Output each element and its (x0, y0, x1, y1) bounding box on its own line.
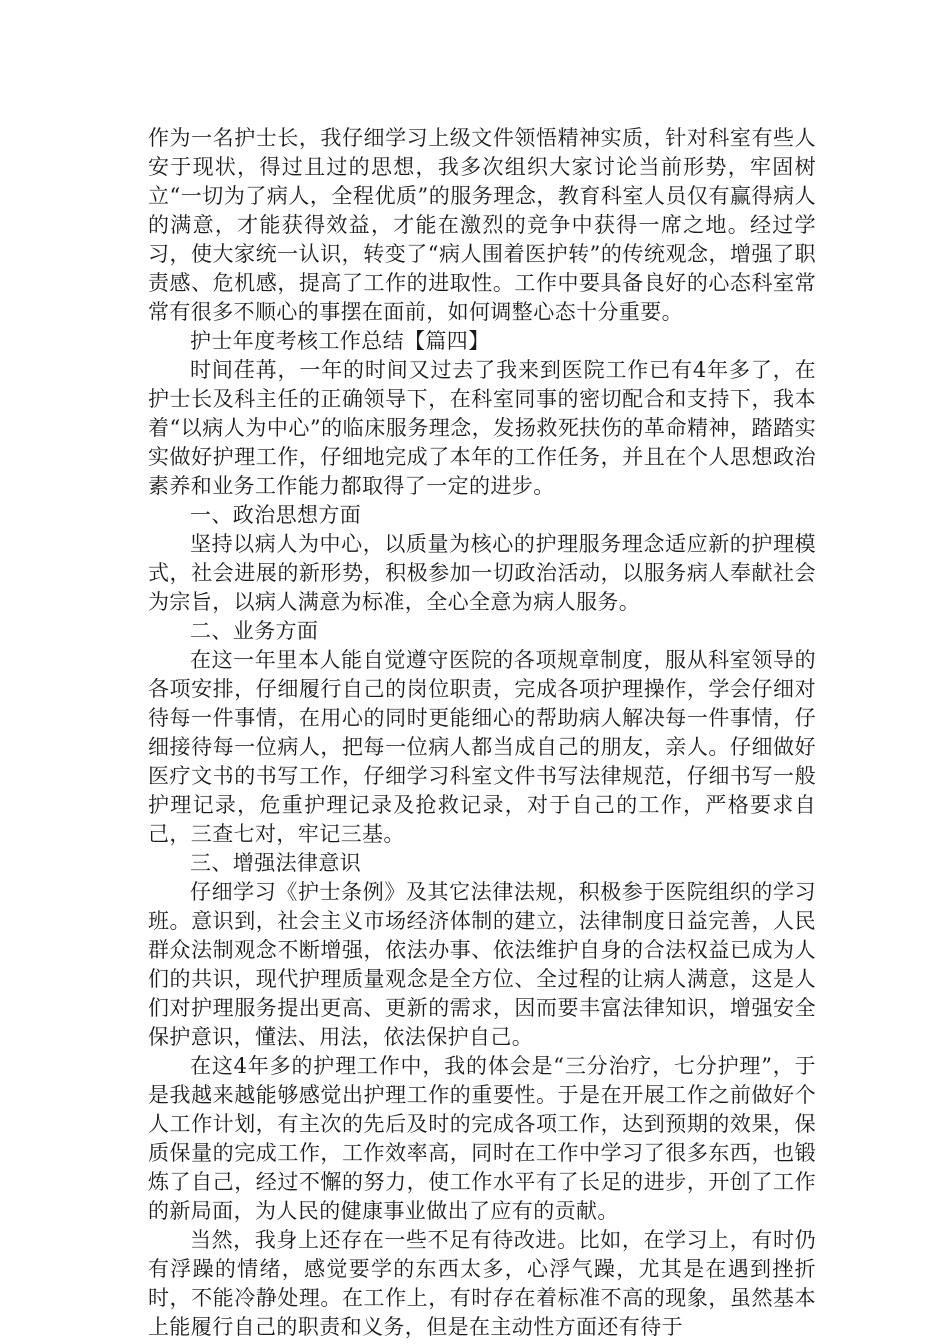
section-heading-part-four: 护士年度考核工作总结【篇四】 (190, 329, 490, 353)
heading-political-thought: 一、政治思想方面 (190, 503, 362, 527)
paragraph-shortcomings: 当然，我身上还存在一些不足有待改进。比如，在学习上，有时仍有浮躁的情绪，感觉要学的东西太多，心浮气躁，尤其是在遇到挫折时，不能冷静处理。在工作上，有时存在着标准不高的现象，虽然基本上能履行自己的职责和义务，但是在主动性方面还有待于 (148, 1228, 816, 1339)
paragraph-opening: 时间荏苒，一年的时间又过去了我来到医院工作已有4年多了，在护士长及科主任的正确领导下，在科室同事的密切配合和支持下，我本着“以病人为中心”的临床服务理念，发扬救死扶伤的革命精神，踏踏实实做好护理工作，仔细地完成了本年的工作任务，并且在个人思想政治素养和业务工作能力都取得了一定的进步。 (148, 358, 816, 498)
paragraph-legal-awareness: 仔细学习《护士条例》及其它法律法规，积极参于医院组织的学习班。意识到，社会主义市场经济体制的建立，法律制度日益完善，人民群众法制观念不断增强，依法办事、依法维护自身的合法权益已成为人们的共识，现代护理质量观念是全方位、全过程的让病人满意，这是人们对护理服务提出更高、更新的需求，因而要丰富法律知识，增强安全保护意识，懂法、用法，依法保护自己。 (148, 880, 816, 1049)
heading-business: 二、业务方面 (190, 619, 319, 643)
heading-legal-awareness: 三、增强法律意识 (190, 851, 362, 875)
paragraph-intro-continued: 作为一名护士长，我仔细学习上级文件领悟精神实质，针对科室有些人安于现状，得过且过的思想，我多次组织大家讨论当前形势，牢固树立“一切为了病人，全程优质”的服务理念，教育科室人员仅有赢得病人的满意，才能获得效益，才能在激烈的竞争中获得一席之地。经过学习，使大家统一认识，转变了“病人围着医护转”的传统观念，增强了职责感、危机感，提高了工作的进取性。工作中要具备良好的心态科室常常有很多不顺心的事摆在面前，如何调整心态十分重要。 (148, 126, 816, 324)
paragraph-business: 在这一年里本人能自觉遵守医院的各项规章制度，服从科室领导的各项安排，仔细履行自己的岗位职责，完成各项护理操作，学会仔细对待每一件事情，在用心的同时更能细心的帮助病人解决每一件事情，仔细接待每一位病人，把每一位病人都当成自己的朋友，亲人。仔细做好医疗文书的书写工作，仔细学习科室文件书写法律规范，仔细书写一般护理记录，危重护理记录及抢救记录，对于自己的工作，严格要求自己，三查七对，牢记三基。 (148, 648, 816, 846)
paragraph-experience: 在这4年多的护理工作中，我的体会是“三分治疗，七分护理”，于是我越来越能够感觉出护理工作的重要性。于是在开展工作之前做好个人工作计划，有主次的先后及时的完成各项工作，达到预期的效果，保质保量的完成工作，工作效率高，同时在工作中学习了很多东西，也锻炼了自己，经过不懈的努力，使工作水平有了长足的进步，开创了工作的新局面，为人民的健康事业做出了应有的贡献。 (148, 1054, 816, 1223)
paragraph-political-thought: 坚持以病人为中心，以质量为核心的护理服务理念适应新的护理模式，社会进展的新形势，积极参加一切政治活动，以服务病人奉献社会为宗旨，以病人满意为标准，全心全意为病人服务。 (148, 532, 816, 614)
document-body (148, 124, 816, 1342)
